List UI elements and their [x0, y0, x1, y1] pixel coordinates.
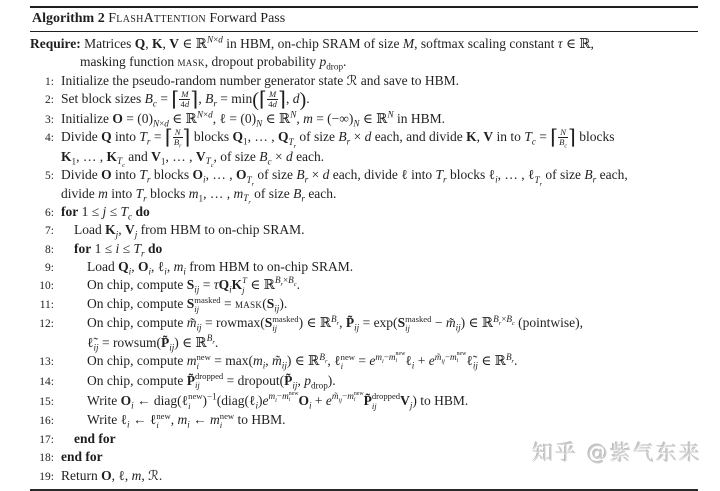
line-content: Divide O into $T_r$ blocks $O_i$, … , $O_{T_r}$ of size $B_r \times d$ each, divide ℓ into $T_r$ blocks ℓ$_i$, … , ℓ$_{T_r}$ of size $B_r$ each, divide m into $T_r$ blocks $m_1$, … , $m_{T_r}$ of size $B_r$ each. [61, 167, 628, 207]
line-number: 18: [39, 452, 54, 465]
algo-line-16 [30, 411, 698, 430]
algo-line-5 [30, 166, 698, 207]
algo-line-14 [30, 372, 698, 391]
algo-line-4 [30, 126, 698, 170]
line-content: Load $Q_i$, $O_i$, ℓ$_i$, $m_i$ from HBM to on-chip SRAM. [87, 258, 354, 277]
line-content: end for [61, 449, 103, 465]
line-number: 5: [45, 170, 54, 183]
algo-line-11 [30, 295, 698, 314]
line-number: 19: [39, 470, 54, 483]
line-number: 2: [45, 93, 54, 106]
stacked-scripts: new i [395, 351, 406, 364]
line-number: 13: [39, 356, 54, 369]
stacked-scripts: new i [340, 351, 355, 372]
line-number: 16: [39, 414, 54, 427]
stacked-scripts: masked ij [405, 313, 432, 334]
fraction: $\frac{M}{4d}$ [180, 89, 190, 110]
line-content: Set block sizes $B_c$ = ⌈ $\frac{M}{4d}$ ⌉, $B_r$ = min(⌈ $\frac{M}{4d}$ ⌉, d). [61, 88, 310, 111]
algo-line-12 [30, 314, 698, 351]
line-content: end for [74, 431, 116, 447]
stacked-scripts: masked ij [194, 294, 221, 314]
line-content: On chip, compute $m̃_{ij} = rowmax(S$ masked ij ) ∈ ℝ$^{B_r}$, $P̃_{ij} = \exp(S$ masked ij − $m̃_{ij}$) ∈ ℝ$^{B_r\times B_c}$ (pointwise), $\ell̃_{ij}$ = $rowsum(P̃_{ij})$ ∈ ℝ$^{B_r}$. [87, 313, 584, 353]
algo-line-7 [30, 221, 698, 239]
fraction: $\frac{N}{B_c}$ [559, 126, 568, 151]
algorithm-lines [30, 72, 698, 485]
line-number: 3: [45, 113, 54, 126]
line-number: 15: [39, 395, 54, 408]
stacked-scripts: new i [219, 410, 235, 430]
bottom-rule [30, 489, 698, 491]
stacked-scripts: dropped ij [194, 371, 224, 391]
line-content: On chip, compute P̃ dropped ij = $dropout(P̃_{ij}$, $p_{drop}$). [87, 371, 336, 391]
algo-line-10 [30, 276, 698, 295]
stacked-scripts: new i [188, 391, 203, 411]
stacked-scripts: masked ij [272, 313, 299, 334]
stacked-scripts: dropped ij [371, 391, 401, 411]
watermark: 知乎 @紫气东来 [532, 441, 702, 465]
algo-line-1 [30, 72, 698, 90]
line-number: 14: [39, 375, 54, 388]
algorithm-title: Algorithm 2 FlashAttention Forward Pass [30, 6, 698, 32]
algo-line-15 [30, 391, 698, 411]
require-statement: Require: Matrices Q, K, V ∈ ℝ$^{N\times d}$ in HBM, on-chip SRAM of size M, softmax scaling constant τ ∈ ℝ, masking function mask, dropout probability $p_{drop}$. [30, 34, 594, 72]
algo-line-2 [30, 90, 698, 110]
line-number: 17: [39, 434, 54, 447]
algo-line-19 [30, 467, 698, 485]
line-number: 10: [39, 279, 54, 292]
algo-line-8 [30, 240, 698, 258]
stacked-scripts: T j [242, 275, 247, 295]
stacked-scripts: new i [353, 390, 364, 404]
line-number: 11: [39, 299, 54, 312]
line-content: Divide Q into $T_r$ = ⌈ $\frac{N}{B_r}$ ⌉ blocks $Q_1$, … , $Q_{T_r}$ of size $B_r \times d$ each, and divide K, V in to $T_c$ = ⌈ $\frac{N}{B_c}$ ⌉ blocks $K_1$, … , $K_{T_c}$ and $V_1$, … , $V_{T_c}$, of size $B_c \times d$ each. [61, 126, 615, 170]
line-content: Initialize the pseudo-random number generator state ℛ and save to HBM. [61, 72, 460, 88]
line-content: On chip, compute $S_{ij} = \tau Q_iK$ T j ∈ ℝ$^{B_r\times B_c}$. [87, 275, 300, 295]
fraction: $\frac{N}{B_r}$ [173, 126, 182, 151]
stacked-scripts: new i [196, 351, 211, 372]
line-number: 4: [45, 131, 54, 144]
algo-line-3 [30, 110, 698, 128]
line-content: Initialize $O = (0)_{N\times d}$ ∈ ℝ$^{N\times d}$, ℓ = $(0)_N$ ∈ ℝ$^N$, $m = (-\infty)_N$ ∈ ℝ$^N$ in HBM. [61, 109, 446, 129]
line-content: for $1 \le i \le T_r$ do [74, 240, 163, 259]
line-number: 1: [45, 75, 54, 88]
fraction: $\frac{M}{4d}$ [268, 89, 277, 110]
algo-line-13 [30, 351, 698, 371]
line-content: Load $K_j$, $V_j$ from HBM to on-chip SRAM. [74, 222, 305, 241]
line-content: On chip, compute m new i = $\max(m_i$, $m̃_{ij}$) ∈ ℝ$^{B_r}$, ℓ new i = $e^{m_i-m new i}$ ℓ$_i$ + $e^{m̃_{ij}-m new i}$ $\ell̃_{ij}$ ∈ ℝ$^{B_r}$. [87, 351, 518, 372]
line-number: 12: [39, 318, 54, 331]
algo-line-9 [30, 258, 698, 276]
line-number: 7: [45, 225, 54, 238]
line-content: for $1 \le j \le T_c$ do [61, 204, 150, 222]
stacked-scripts: new i [288, 390, 299, 404]
line-content: Write $O_i$ ← diag(ℓ new i )$^{-1}(diag(\ell_i)e^{m_i-m new i}$ $O_i + e^{m̃_{ij}-m new i}$ P̃ dropped ij $V_j$) to HBM. [87, 390, 469, 411]
stacked-scripts: new i [156, 410, 171, 430]
algorithm-body [30, 32, 698, 485]
line-content: On chip, compute S masked ij = $mask(S_{ij})$. [87, 294, 288, 314]
line-number: 8: [45, 243, 54, 256]
stacked-scripts: new i [456, 351, 467, 364]
line-number: 6: [45, 207, 54, 220]
algorithm-block [30, 6, 698, 491]
algo-line-6 [30, 203, 698, 221]
line-content: Write ℓ$_i$ ← ℓ new i , $m_i$ ← m new i to HBM. [87, 410, 286, 430]
line-number: 9: [45, 261, 54, 274]
line-content: Return O, ℓ, m, ℛ. [61, 467, 163, 483]
